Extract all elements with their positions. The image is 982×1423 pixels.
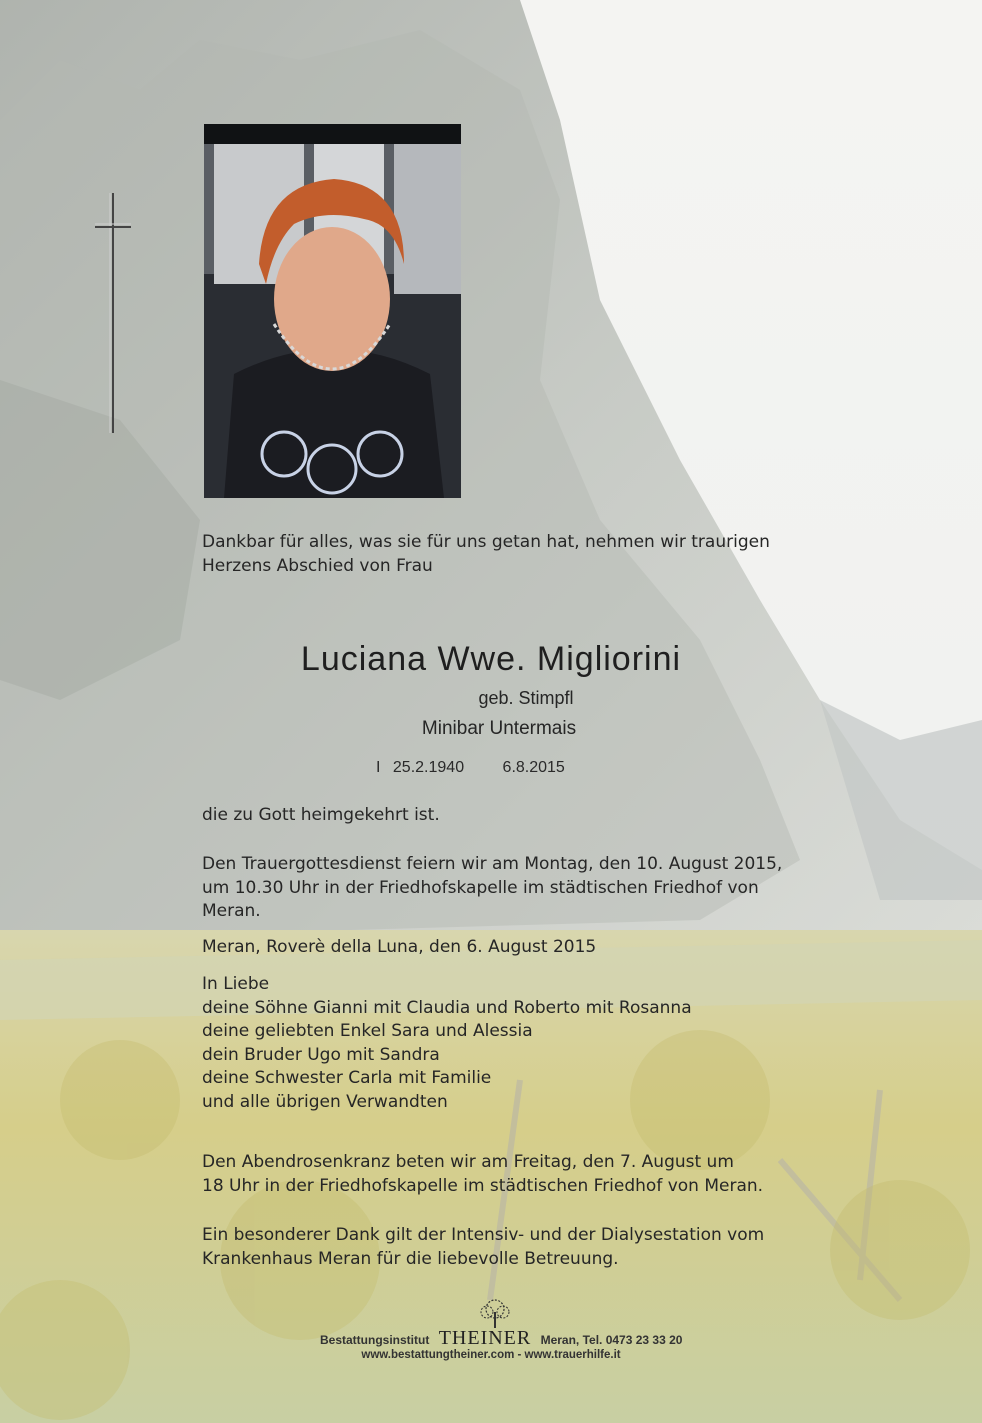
service-line: Meran. (202, 901, 261, 921)
service-text (202, 853, 802, 924)
thanks-line: Ein besonderer Dank gilt der Intensiv- und der Dialysestation vom (202, 1225, 765, 1245)
death-date: 6.8.2015 (502, 759, 565, 776)
life-dates (376, 759, 599, 777)
service-line: um 10.30 Uhr in der Friedhofskapelle im städtischen Friedhof von (202, 877, 759, 898)
family-list (202, 973, 802, 1114)
rosary-line: 18 Uhr in der Friedhofskapelle im städtischen Friedhof von Meran. (202, 1175, 764, 1196)
family-line: dein Bruder Ugo mit Sandra (202, 1044, 440, 1065)
intro-line: Herzens Abschied von Frau (202, 555, 433, 576)
intro-line: Dankbar für alles, was sie für uns getan hat, nehmen wir traurigen (202, 532, 770, 552)
footer-websites[interactable]: www.bestattungtheiner.com - www.trauerhilfe.it (361, 1349, 621, 1361)
thanks-text (202, 1224, 802, 1271)
return-text (202, 804, 802, 828)
tree-logo-icon (469, 1298, 521, 1328)
family-line: und alle übrigen Verwandten (202, 1091, 448, 1112)
birth-mark: I (376, 759, 381, 776)
thanks-line: Krankenhaus Meran für die liebevolle Betreuung. (202, 1248, 619, 1269)
place-date-line: Meran, Roverè della Luna, den 6. August 2015 (202, 937, 597, 957)
rosary-line: Den Abendrosenkranz beten wir am Freitag, den 7. August um (202, 1152, 734, 1172)
business-name: Minibar Untermais (421, 718, 577, 739)
birth-date: 25.2.1940 (392, 759, 465, 776)
portrait-photo (204, 124, 461, 498)
family-line: In Liebe (202, 974, 270, 994)
family-line: deine Schwester Carla mit Familie (202, 1068, 492, 1088)
family-line: deine Söhne Gianni mit Claudia und Roberto mit Rosanna (202, 997, 692, 1018)
rosary-text (202, 1151, 802, 1198)
footer-company-line (320, 1327, 682, 1350)
family-line: deine geliebten Enkel Sara und Alessia (202, 1021, 533, 1041)
cross-icon (95, 193, 131, 433)
place-date (202, 936, 802, 960)
footer-brand: THEINER (438, 1327, 532, 1349)
deceased-name: Luciana Wwe. Migliorini (300, 640, 682, 678)
footer-contact: Meran, Tel. 0473 23 33 20 (540, 1333, 683, 1347)
return-line: die zu Gott heimgekehrt ist. (202, 805, 440, 825)
footer-prefix: Bestattungsinstitut (320, 1333, 430, 1347)
intro-text (202, 531, 802, 578)
service-line: Den Trauergottesdienst feiern wir am Montag, den 10. August 2015, (202, 854, 783, 874)
born-name: geb. Stimpfl (478, 688, 574, 708)
